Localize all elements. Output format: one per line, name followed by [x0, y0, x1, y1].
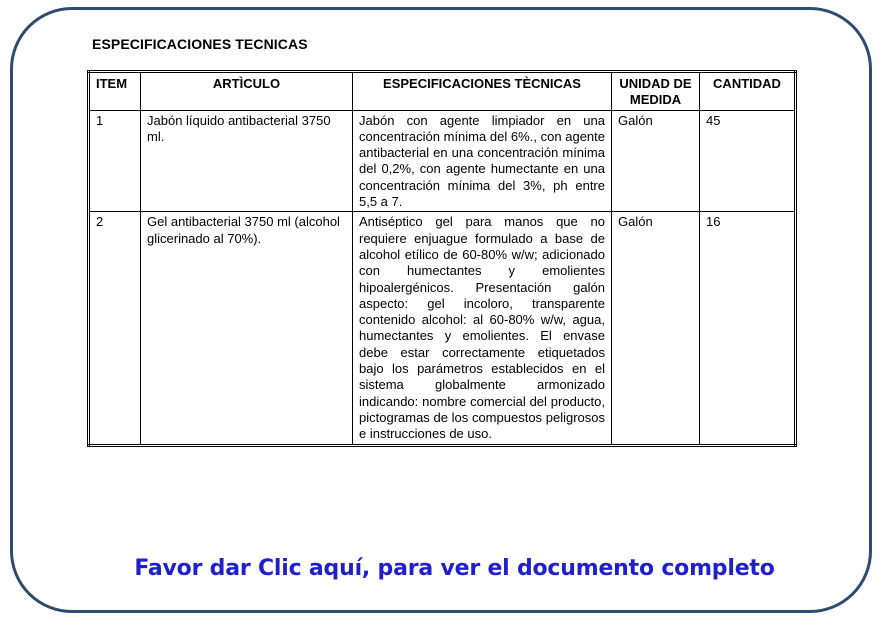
specifications-table	[87, 70, 797, 447]
cell-unidad: Galón	[612, 110, 700, 212]
cell-especificaciones: Jabón con agente limpiador en una concentración mínima del 6%., con agente antibacterial en una concentración mínima del 0,2%, con agente humectante en una concentración mínima del 3%, ph entre 5,5 a 7.	[353, 110, 612, 212]
header-unidad-medida: UNIDAD DE MEDIDA	[612, 72, 700, 111]
cell-articulo: Gel antibacterial 3750 ml (alcohol glicerinado al 70%).	[141, 212, 353, 445]
view-full-document-link[interactable]: Favor dar Clic aquí, para ver el documento completo	[134, 556, 775, 581]
table-row	[89, 212, 796, 445]
cell-item: 1	[89, 110, 141, 212]
table-row	[89, 110, 796, 212]
cell-articulo: Jabón líquido antibacterial 3750 ml.	[141, 110, 353, 212]
cell-cantidad: 45	[700, 110, 796, 212]
cell-especificaciones: Antiséptico gel para manos que no requiere enjuague formulado a base de alcohol etílico de 60-80% w/w; adicionado con humectantes y emolientes hipoalergénicos. Presentación galón aspecto: gel incoloro, transparente contenido alcohol: al 60-80% w/w, agua, humectantes y emolientes. El envase debe estar correctamente etiquetados bajo los parámetros establecidos en el sistema globalmente armonizado indicando: nombre comercial del producto, pictogramas de los compuestos peligrosos e instrucciones de uso.	[353, 212, 612, 445]
header-articulo: ARTÌCULO	[141, 72, 353, 111]
cell-item: 2	[89, 212, 141, 445]
table-header-row	[89, 72, 796, 111]
cell-cantidad: 16	[700, 212, 796, 445]
header-item: ITEM	[89, 72, 141, 111]
header-cantidad: CANTIDAD	[700, 72, 796, 111]
cell-unidad: Galón	[612, 212, 700, 445]
document-title: ESPECIFICACIONES TECNICAS	[92, 36, 308, 52]
header-especificaciones: ESPECIFICACIONES TÈCNICAS	[353, 72, 612, 111]
